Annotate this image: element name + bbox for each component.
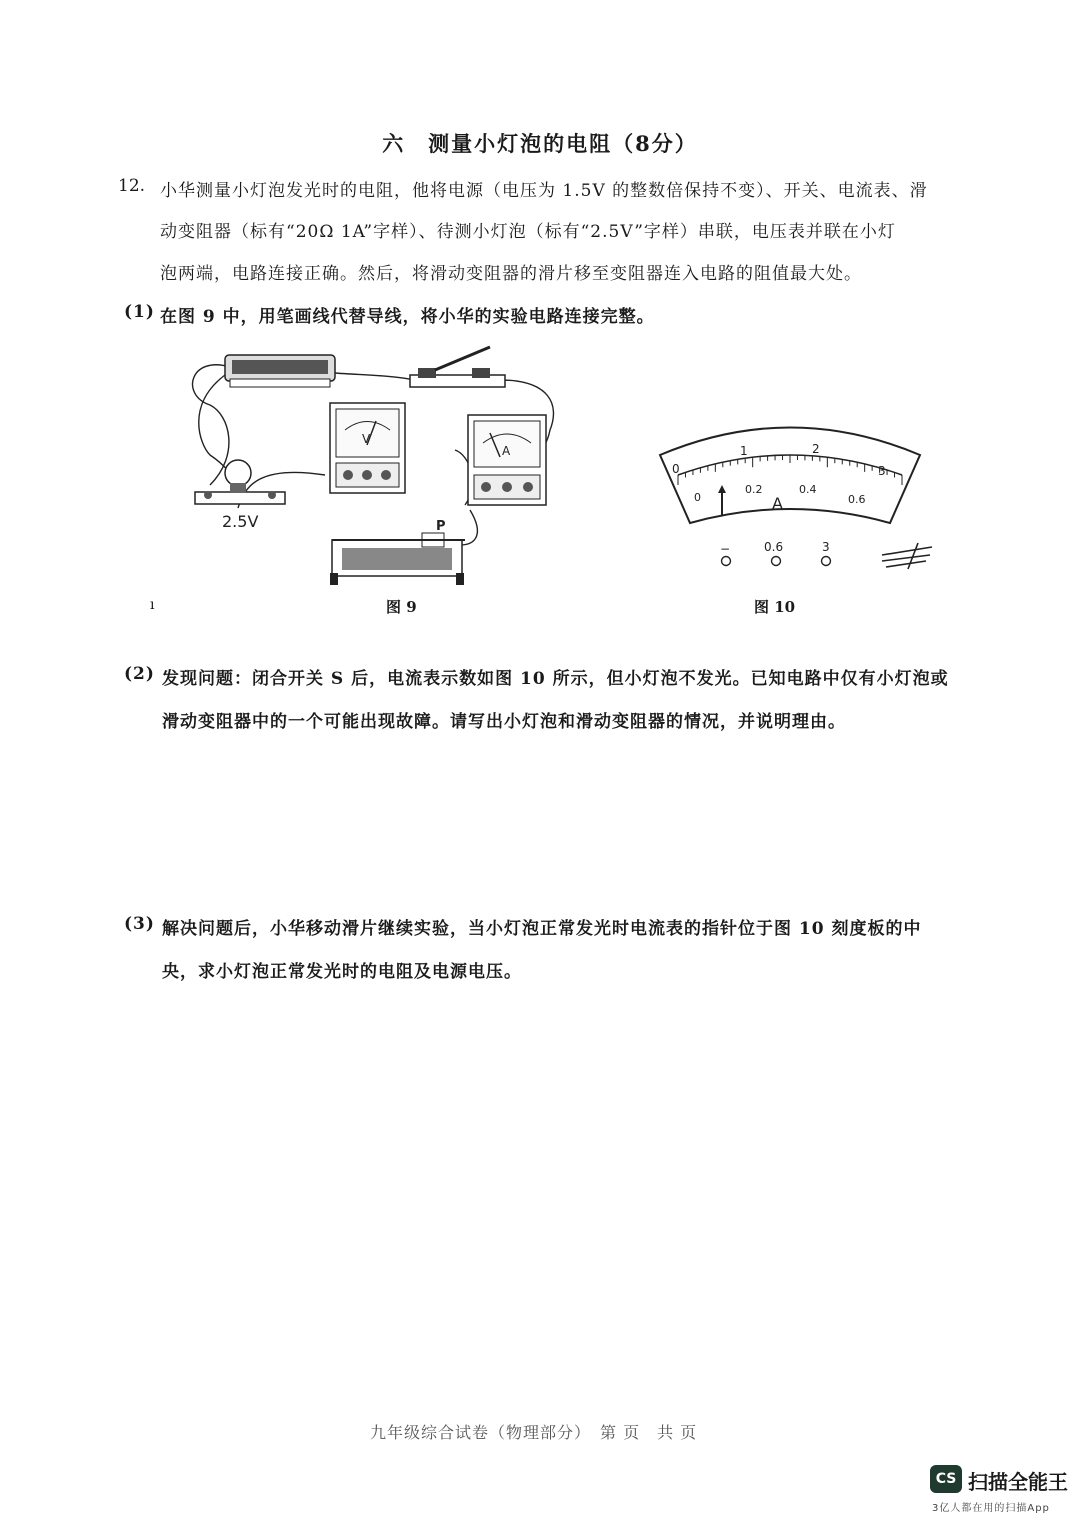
bulb-icon: [195, 460, 285, 504]
switch-icon: [410, 347, 505, 387]
voltmeter-label: V: [362, 432, 371, 446]
scribble-mark: [882, 543, 932, 569]
battery-icon: [225, 355, 335, 387]
question-line-1: 小华测量小灯泡发光时的电阻，他将电源（电压为 1.5V 的整数倍保持不变）、开关、电流表、滑: [160, 181, 928, 201]
part1-label: (1): [124, 302, 155, 322]
part2-line-2: 滑动变阻器中的一个可能出现故障。请写出小灯泡和滑动变阻器的情况，并说明理由。: [162, 712, 846, 732]
terminal-label-0-6: 0.6: [764, 540, 784, 554]
terminal-0-6: [772, 557, 781, 566]
scanner-name: 扫描全能王: [968, 1470, 1068, 1494]
part3-label: (3): [124, 914, 155, 934]
figure-10-dial: [650, 425, 940, 575]
terminal-label-3: 3: [822, 540, 830, 554]
question-line-3: 泡两端，电路连接正确。然后，将滑动变阻器的滑片移至变阻器连入电路的阻值最大处。: [160, 264, 862, 284]
part1-text: 在图 9 中，用笔画线代替导线，将小华的实验电路连接完整。: [160, 307, 655, 327]
ammeter-icon: [468, 415, 546, 505]
scanner-logo: CS: [930, 1465, 962, 1493]
part3-line-2: 央，求小灯泡正常发光时的电阻及电源电压。: [162, 962, 522, 982]
lower-tick-2: 0.4: [799, 483, 817, 496]
part3-line-1: 解决问题后，小华移动滑片继续实验，当小灯泡正常发光时电流表的指针位于图 10 刻度板的中: [162, 919, 922, 939]
bulb-note: 2.5V: [222, 512, 259, 531]
slider-label: P: [436, 519, 446, 534]
figure-9-circuit: [150, 335, 570, 595]
figure-9-caption: 图 9: [386, 598, 417, 616]
upper-tick-2: 2: [812, 442, 820, 456]
page-footer: 九年级综合试卷（物理部分） 第 页 共 页: [370, 1423, 698, 1442]
rheostat-icon: [330, 519, 465, 585]
part2-line-1: 发现问题：闭合开关 S 后，电流表示数如图 10 所示，但小灯泡不发光。已知电路中仅有小灯泡或: [162, 669, 949, 689]
question-number: 12.: [118, 176, 146, 196]
ammeter-label: A: [502, 444, 511, 458]
terminal-3: [822, 557, 831, 566]
dial-unit: A: [772, 494, 783, 513]
upper-tick-0: 0: [672, 462, 680, 476]
upper-tick-3: 3: [878, 464, 886, 478]
terminal-neg: [722, 557, 731, 566]
lower-tick-0: 0: [694, 491, 701, 504]
lower-tick-1: 0.2: [745, 483, 763, 496]
question-line-2: 动变阻器（标有“20Ω 1A”字样）、待测小灯泡（标有“2.5V”字样）串联，电压表并联在小灯: [160, 222, 896, 242]
part2-label: (2): [124, 664, 155, 684]
upper-tick-1: 1: [740, 444, 748, 458]
section-title: 六 测量小灯泡的电阻（8分）: [382, 131, 698, 156]
lower-tick-3: 0.6: [848, 493, 866, 506]
terminal-label-neg: −: [720, 542, 731, 556]
margin-mark: ı: [150, 597, 155, 613]
scanner-tagline: 3亿人都在用的扫描App: [932, 1503, 1050, 1514]
figure-10-caption: 图 10: [754, 598, 796, 616]
voltmeter-icon: [330, 403, 405, 493]
